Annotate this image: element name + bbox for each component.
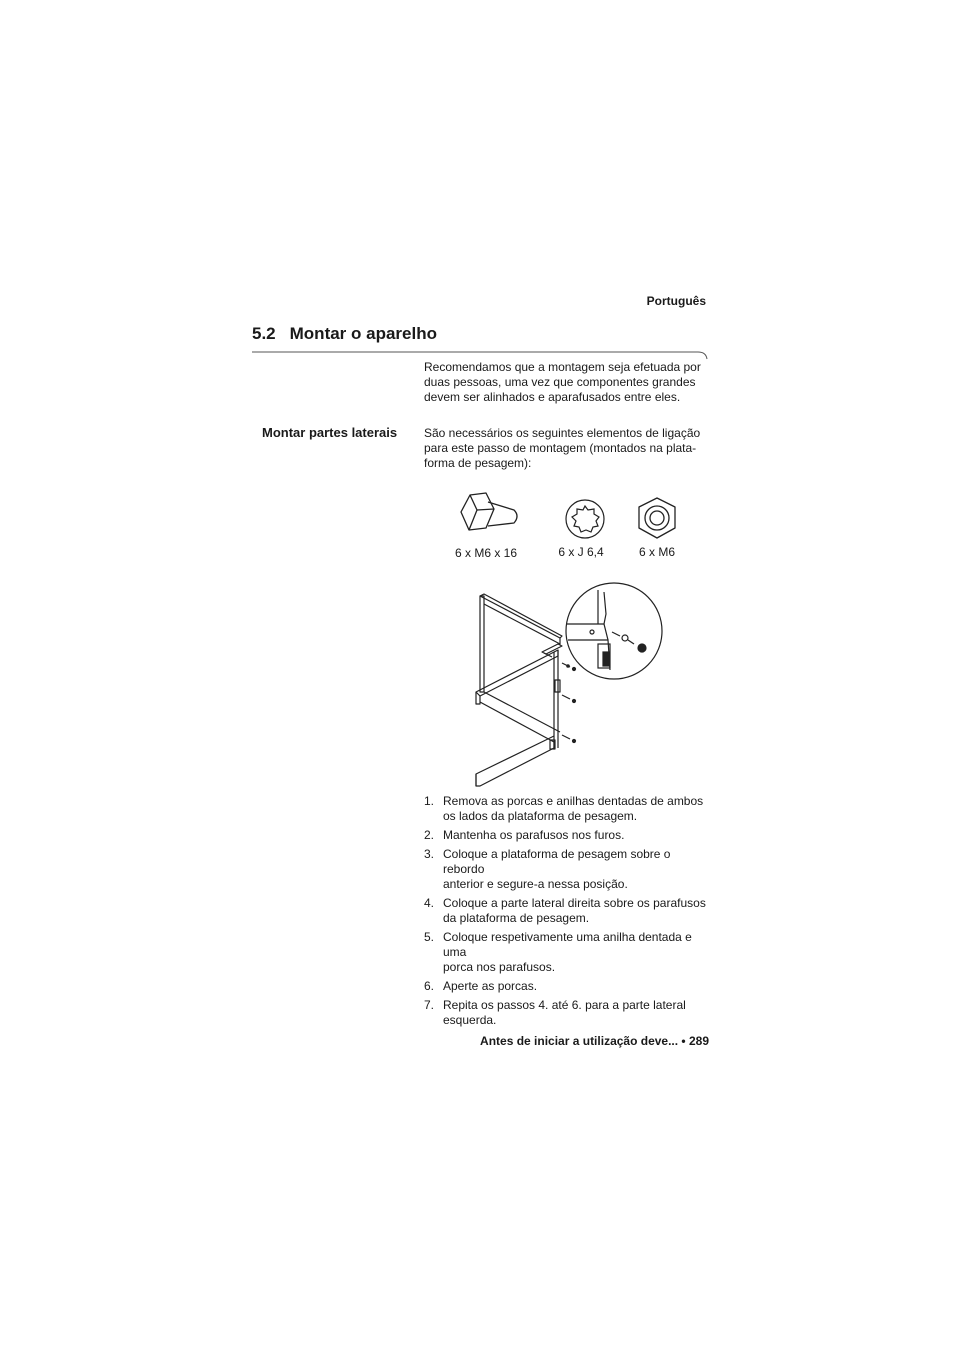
step-item	[424, 896, 714, 926]
step-number: 2.	[424, 828, 435, 842]
step-text: da plataforma de pesagem.	[443, 911, 590, 925]
intro-line: Recomendamos que a montagem seja efetuada por	[424, 360, 701, 374]
subsection-line: São necessários os seguintes elementos de ligação	[424, 426, 701, 440]
subsection-line: forma de pesagem):	[424, 456, 532, 470]
page-footer: Antes de iniciar a utilização deve... • 289	[480, 1034, 709, 1048]
step-item	[424, 847, 714, 892]
step-text: Aperte as porcas.	[443, 979, 538, 993]
subsection-paragraph	[424, 426, 714, 471]
step-text: esquerda.	[443, 1013, 497, 1027]
language-label: Português	[646, 294, 706, 308]
step-number: 4.	[424, 896, 435, 910]
hardware-label: 6 x M6 x 16	[454, 546, 518, 560]
step-text: Coloque a parte lateral direita sobre os parafusos	[443, 896, 706, 910]
step-item	[424, 979, 714, 994]
step-item	[424, 930, 714, 975]
subsection-heading: Montar partes laterais	[262, 425, 398, 440]
step-number: 3.	[424, 847, 435, 861]
step-item	[424, 998, 714, 1028]
assembly-steps	[424, 794, 714, 1032]
step-text: anterior e segure-a nessa posição.	[443, 877, 628, 891]
section-number: 5.2	[252, 324, 276, 343]
step-item	[424, 828, 714, 843]
section-title: Montar o aparelho	[289, 324, 437, 343]
assembly-illustration	[470, 580, 670, 790]
toothed-washer-icon	[563, 497, 607, 541]
step-text: Coloque respetivamente uma anilha dentada e uma	[443, 930, 692, 959]
step-text: os lados da plataforma de pesagem.	[443, 809, 638, 823]
section-heading	[252, 324, 437, 344]
hardware-label: 6 x M6	[638, 545, 675, 559]
step-text: porca nos parafusos.	[443, 960, 556, 974]
step-number: 6.	[424, 979, 435, 993]
step-text: Coloque a plataforma de pesagem sobre o rebordo	[443, 847, 671, 876]
step-number: 5.	[424, 930, 435, 944]
hex-nut-icon	[634, 495, 680, 541]
intro-line: duas pessoas, uma vez que componentes grandes	[424, 375, 696, 389]
step-text: Remova as porcas e anilhas dentadas de ambos	[443, 794, 704, 808]
step-number: 7.	[424, 998, 435, 1012]
bolt-icon	[458, 490, 522, 540]
step-item	[424, 794, 714, 824]
step-text: Repita os passos 4. até 6. para a parte lateral	[443, 998, 686, 1012]
step-number: 1.	[424, 794, 435, 808]
intro-paragraph	[424, 360, 714, 405]
hardware-label: 6 x J 6,4	[558, 545, 604, 559]
step-text: Mantenha os parafusos nos furos.	[443, 828, 625, 842]
subsection-line: para este passo de montagem (montados na plata-	[424, 441, 697, 455]
intro-line: devem ser alinhados e aparafusados entre eles.	[424, 390, 681, 404]
